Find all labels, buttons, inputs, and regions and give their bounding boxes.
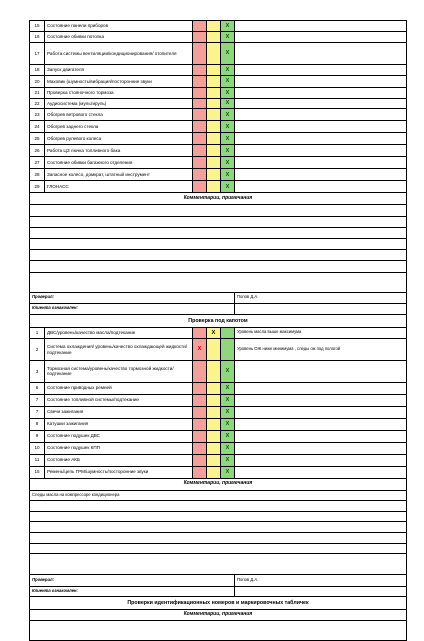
item-name: Катушки зажигания xyxy=(45,418,193,430)
status-yellow-cell xyxy=(207,121,221,133)
status-red-cell xyxy=(193,418,207,430)
check-row xyxy=(30,21,407,32)
item-name: Состояние подушек КПП xyxy=(45,442,193,454)
client-familiar-signature xyxy=(235,304,407,315)
comment-line xyxy=(30,227,407,238)
comment-line xyxy=(30,522,407,533)
status-red-cell xyxy=(193,442,207,454)
status-red-cell xyxy=(193,466,207,478)
item-note xyxy=(235,382,407,394)
check-row xyxy=(30,109,407,121)
item-number: 29 xyxy=(30,181,45,193)
status-green-cell: X xyxy=(221,454,235,466)
check-row xyxy=(30,442,407,454)
section-row xyxy=(30,597,407,610)
item-note xyxy=(235,406,407,418)
status-green-cell xyxy=(221,327,235,339)
item-number: 22 xyxy=(30,98,45,109)
item-note xyxy=(235,21,407,32)
item-name: Запуск двигателя xyxy=(45,65,193,76)
status-red-cell xyxy=(193,382,207,394)
check-row xyxy=(30,169,407,181)
comment-line-row xyxy=(30,272,407,292)
status-red-cell xyxy=(193,109,207,121)
check-row xyxy=(30,75,407,87)
check-row xyxy=(30,394,407,406)
comments-header: Комментарии, примечания xyxy=(30,193,407,205)
comment-line xyxy=(30,239,407,250)
status-green-cell: X xyxy=(221,406,235,418)
item-number: 15 xyxy=(30,466,45,478)
check-row xyxy=(30,382,407,394)
status-green-cell: X xyxy=(221,382,235,394)
item-name: Работа системы вентиляции/кондиционирования/ отопителя xyxy=(45,42,193,65)
item-name: Проверка стояночного тормоза xyxy=(45,87,193,98)
item-name: Состояние обивки багажного отделения xyxy=(45,157,193,169)
item-note: Уровень масла выше максимума xyxy=(235,327,407,339)
check-row xyxy=(30,361,407,383)
item-number: 23 xyxy=(30,109,45,121)
status-green-cell: X xyxy=(221,361,235,383)
item-number: 27 xyxy=(30,157,45,169)
checked-by-label: Проверил: xyxy=(30,292,235,304)
status-yellow-cell xyxy=(207,65,221,76)
status-yellow-cell xyxy=(207,157,221,169)
comment-line-row xyxy=(30,543,407,554)
status-green-cell: X xyxy=(221,31,235,42)
item-name: Ремень/цепь ГРМ/шумность/посторонние звуки xyxy=(45,466,193,478)
status-red-cell xyxy=(193,454,207,466)
comment-line-row xyxy=(30,511,407,522)
item-number: 16 xyxy=(30,31,45,42)
comment-line xyxy=(30,501,407,512)
item-note xyxy=(235,454,407,466)
item-number: 18 xyxy=(30,65,45,76)
item-note xyxy=(235,157,407,169)
status-red-cell xyxy=(193,394,207,406)
comment-line xyxy=(30,216,407,227)
status-green-cell: X xyxy=(221,145,235,157)
status-red-cell xyxy=(193,87,207,98)
item-name: Состояние подушек ДВС xyxy=(45,430,193,442)
status-yellow-cell xyxy=(207,98,221,109)
check-row xyxy=(30,31,407,42)
comment-line-row xyxy=(30,205,407,216)
comment-line: Следы масла на компрессоре кондиционера xyxy=(30,490,407,501)
status-green-cell: X xyxy=(221,133,235,145)
comments-header-row xyxy=(30,193,407,205)
item-number: 2 xyxy=(30,339,45,361)
status-yellow-cell xyxy=(207,361,221,383)
status-red-cell xyxy=(193,327,207,339)
item-name: Состояние панели приборов xyxy=(45,21,193,32)
check-row xyxy=(30,406,407,418)
status-yellow-cell xyxy=(207,430,221,442)
comment-line-row xyxy=(30,227,407,238)
status-green-cell: X xyxy=(221,181,235,193)
status-yellow-cell xyxy=(207,75,221,87)
status-red-cell xyxy=(193,75,207,87)
status-green-cell: X xyxy=(221,169,235,181)
item-name: Свечи зажигания xyxy=(45,406,193,418)
comment-line-row xyxy=(30,216,407,227)
check-row xyxy=(30,98,407,109)
item-number: 9 xyxy=(30,430,45,442)
item-note xyxy=(235,430,407,442)
item-name: Работа ЦЗ лючка топливного бака xyxy=(45,145,193,157)
item-name: Аудиосистема (мультируль) xyxy=(45,98,193,109)
check-row xyxy=(30,466,407,478)
status-yellow-cell xyxy=(207,339,221,361)
comment-line xyxy=(30,511,407,522)
familiar-row xyxy=(30,304,407,315)
comment-line-row xyxy=(30,261,407,272)
section-title-identification: Проверки идентификационных номеров и маркировочных табличек xyxy=(30,597,407,610)
status-red-cell xyxy=(193,98,207,109)
item-note xyxy=(235,169,407,181)
item-note xyxy=(235,98,407,109)
item-number: 11 xyxy=(30,454,45,466)
check-row xyxy=(30,87,407,98)
item-number: 24 xyxy=(30,121,45,133)
status-red-cell xyxy=(193,145,207,157)
item-name: ГЛОНАСС xyxy=(45,181,193,193)
checked-by-row xyxy=(30,575,407,587)
check-row xyxy=(30,430,407,442)
status-green-cell: X xyxy=(221,98,235,109)
check-row xyxy=(30,133,407,145)
checked-by-name: Попов Д.А. xyxy=(235,575,407,587)
comment-line-row xyxy=(30,532,407,543)
item-note xyxy=(235,31,407,42)
comment-line xyxy=(30,261,407,272)
item-name: Тормозная система/уровень/качество тормозной жидкости/подтекание xyxy=(45,361,193,383)
check-row xyxy=(30,418,407,430)
status-yellow-cell xyxy=(207,394,221,406)
inspection-table xyxy=(29,20,407,641)
item-note xyxy=(235,42,407,65)
client-familiar-signature xyxy=(235,586,407,597)
comments-header-row xyxy=(30,478,407,490)
check-row xyxy=(30,327,407,339)
status-yellow-cell xyxy=(207,87,221,98)
item-note xyxy=(235,145,407,157)
item-name: Обогрев ветрового стекла xyxy=(45,109,193,121)
status-red-cell xyxy=(193,181,207,193)
item-note xyxy=(235,87,407,98)
status-green-cell: X xyxy=(221,42,235,65)
item-number: 3 xyxy=(30,361,45,383)
item-note xyxy=(235,361,407,383)
item-number: 10 xyxy=(30,442,45,454)
item-note: Уровень ОЖ ниже минимума , следы ож под пологой xyxy=(235,339,407,361)
item-number: 17 xyxy=(30,42,45,65)
status-green-cell: X xyxy=(221,157,235,169)
item-name: Система охлаждения/ уровень/качество охлаждающей жидкости/подтекание xyxy=(45,339,193,361)
checked-by-name: Попов Д.А. xyxy=(235,292,407,304)
status-red-cell xyxy=(193,406,207,418)
familiar-row xyxy=(30,586,407,597)
check-row xyxy=(30,181,407,193)
comments-header-row xyxy=(30,610,407,621)
check-row xyxy=(30,121,407,133)
item-number: 28 xyxy=(30,169,45,181)
status-green-cell: X xyxy=(221,21,235,32)
client-familiar-label: Клиента ознакомлен: xyxy=(30,586,235,597)
item-number: 8 xyxy=(30,418,45,430)
status-yellow-cell xyxy=(207,181,221,193)
status-green-cell xyxy=(221,339,235,361)
item-note xyxy=(235,109,407,121)
status-red-cell: X xyxy=(193,339,207,361)
status-yellow-cell xyxy=(207,42,221,65)
item-number: 1 xyxy=(30,327,45,339)
comment-line-row xyxy=(30,554,407,575)
status-yellow-cell xyxy=(207,109,221,121)
section-row xyxy=(30,314,407,327)
status-yellow-cell xyxy=(207,145,221,157)
status-red-cell xyxy=(193,65,207,76)
status-yellow-cell xyxy=(207,418,221,430)
status-red-cell xyxy=(193,121,207,133)
comment-line xyxy=(30,250,407,261)
item-note xyxy=(235,65,407,76)
item-number: 7 xyxy=(30,394,45,406)
item-number: 25 xyxy=(30,133,45,145)
item-note xyxy=(235,75,407,87)
status-yellow-cell xyxy=(207,169,221,181)
item-note xyxy=(235,418,407,430)
comments-header: Комментарии, примечания xyxy=(30,610,407,621)
inspection-sheet xyxy=(29,20,406,641)
check-row xyxy=(30,339,407,361)
status-red-cell xyxy=(193,169,207,181)
item-number: 21 xyxy=(30,87,45,98)
section-title-under-hood: Проверка под капотом xyxy=(30,314,407,327)
comment-line-row xyxy=(30,522,407,533)
check-row xyxy=(30,454,407,466)
comment-line xyxy=(30,532,407,543)
checked-by-row xyxy=(30,292,407,304)
comment-line-row xyxy=(30,250,407,261)
comment-line xyxy=(30,272,407,292)
inspection-table-body xyxy=(30,21,407,641)
status-green-cell: X xyxy=(221,75,235,87)
status-yellow-cell xyxy=(207,442,221,454)
status-yellow-cell xyxy=(207,21,221,32)
status-green-cell: X xyxy=(221,418,235,430)
status-green-cell: X xyxy=(221,442,235,454)
status-red-cell xyxy=(193,31,207,42)
item-name: Состояние АКБ xyxy=(45,454,193,466)
item-number: 15 xyxy=(30,21,45,32)
status-yellow-cell xyxy=(207,406,221,418)
status-green-cell: X xyxy=(221,466,235,478)
status-green-cell: X xyxy=(221,394,235,406)
status-yellow-cell xyxy=(207,31,221,42)
item-name: Состояние топливной системы/подтекание xyxy=(45,394,193,406)
status-green-cell: X xyxy=(221,430,235,442)
item-number: 7 xyxy=(30,406,45,418)
item-number: 6 xyxy=(30,382,45,394)
item-note xyxy=(235,394,407,406)
checked-by-label: Проверил: xyxy=(30,575,235,587)
item-name: ДВС/уровень/качество масла/подтекание xyxy=(45,327,193,339)
status-red-cell xyxy=(193,157,207,169)
item-note xyxy=(235,466,407,478)
comment-line-row xyxy=(30,501,407,512)
item-name: Состояние обивки потолка xyxy=(45,31,193,42)
item-name: Обогрев заднего стекла xyxy=(45,121,193,133)
status-green-cell: X xyxy=(221,109,235,121)
check-row xyxy=(30,157,407,169)
status-green-cell: X xyxy=(221,65,235,76)
status-green-cell: X xyxy=(221,121,235,133)
check-row xyxy=(30,145,407,157)
comment-line xyxy=(30,621,407,641)
item-number: 26 xyxy=(30,145,45,157)
item-name: Обогрев рулевого колеса xyxy=(45,133,193,145)
comment-line xyxy=(30,554,407,575)
check-row xyxy=(30,42,407,65)
status-red-cell xyxy=(193,42,207,65)
item-note xyxy=(235,442,407,454)
comment-line xyxy=(30,205,407,216)
status-red-cell xyxy=(193,133,207,145)
item-note xyxy=(235,133,407,145)
comment-line xyxy=(30,543,407,554)
client-familiar-label: Клиента ознакомлен: xyxy=(30,304,235,315)
status-yellow-cell: X xyxy=(207,327,221,339)
item-note xyxy=(235,121,407,133)
item-name: Маховик (шумность/вибрация/посторонние звуки xyxy=(45,75,193,87)
check-row xyxy=(30,65,407,76)
item-name: Запасное колесо, домкрат, штатный инструмент xyxy=(45,169,193,181)
item-number: 20 xyxy=(30,75,45,87)
status-yellow-cell xyxy=(207,382,221,394)
status-yellow-cell xyxy=(207,454,221,466)
status-yellow-cell xyxy=(207,133,221,145)
comments-header: Комментарии, примечания xyxy=(30,478,407,490)
comment-line-row xyxy=(30,490,407,501)
status-green-cell: X xyxy=(221,87,235,98)
status-yellow-cell xyxy=(207,466,221,478)
comment-line-row xyxy=(30,239,407,250)
item-name: Состояние приводных ремней xyxy=(45,382,193,394)
comment-line-row xyxy=(30,621,407,641)
item-note xyxy=(235,181,407,193)
status-red-cell xyxy=(193,430,207,442)
status-red-cell xyxy=(193,361,207,383)
status-red-cell xyxy=(193,21,207,32)
